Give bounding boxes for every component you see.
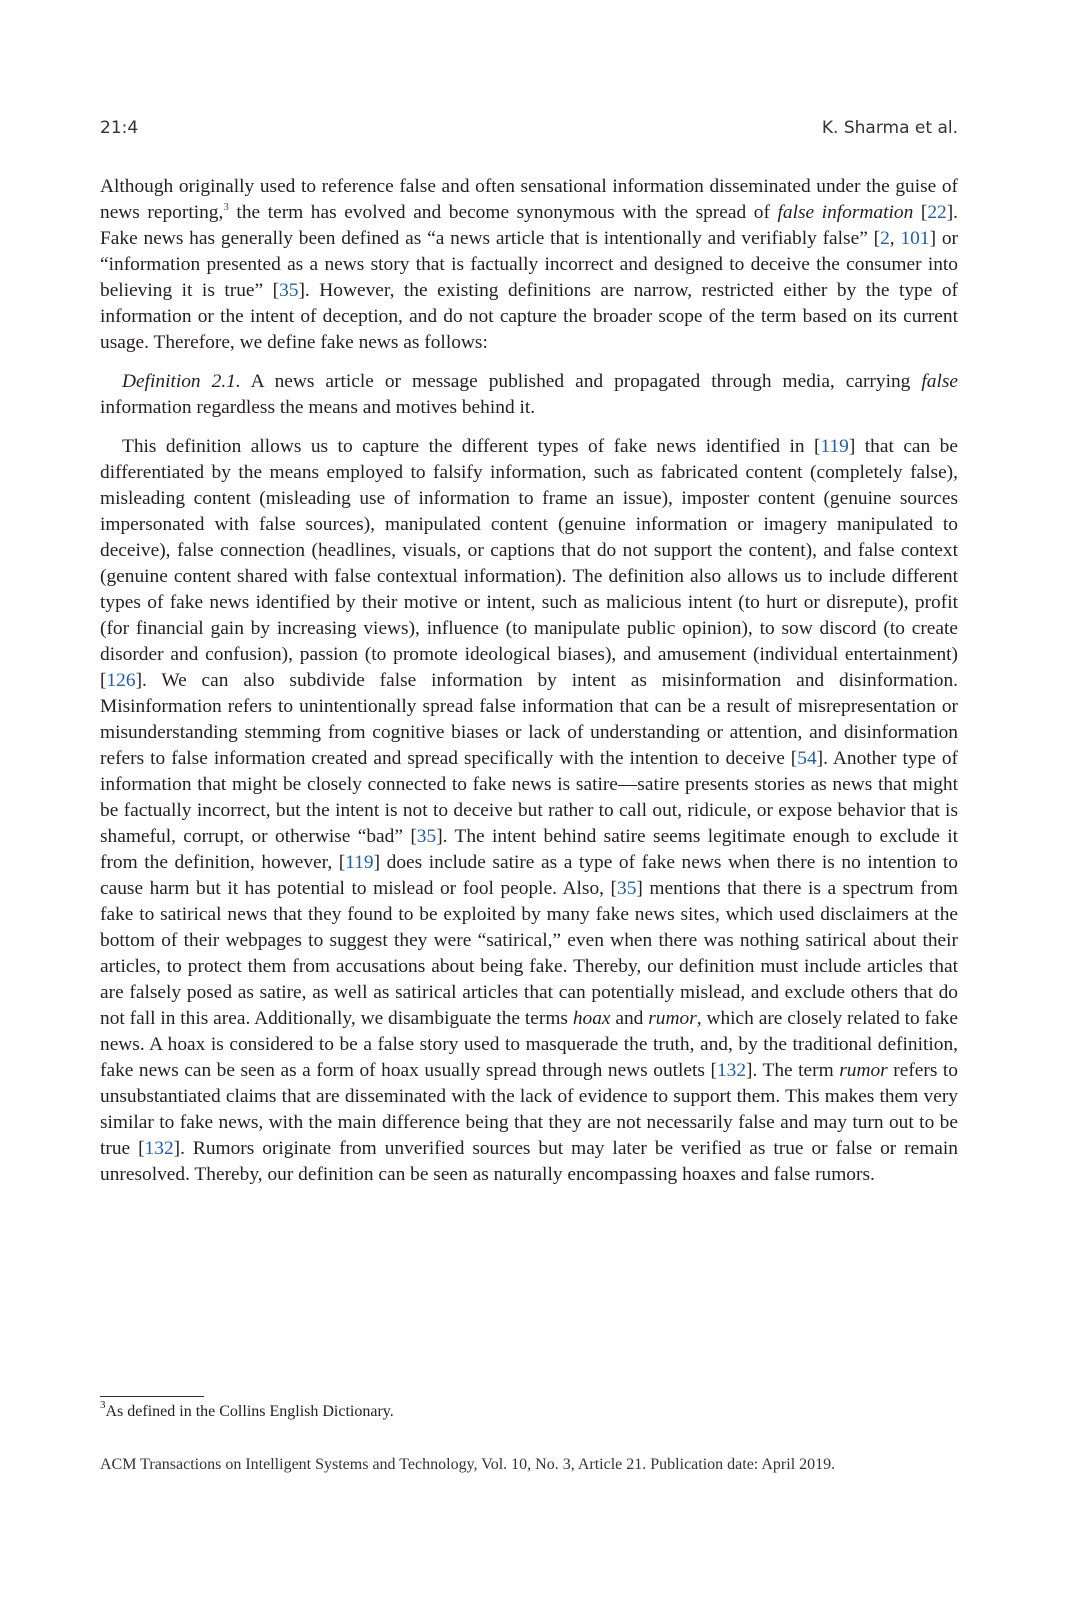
citation-link[interactable]: 54 [797, 748, 817, 769]
text-run: ]. However, the existing definitions are narrow, restricted either by the type of information or the intent of deception, and do not capture the broader scope of the term based on its current usage. Therefore, we define fake news as follows: [100, 280, 958, 353]
italic-text: rumor [648, 1008, 697, 1029]
text-run: ]. Fake news has generally been defined as “a news article that is intentionally and verifiably false” [ [100, 202, 959, 249]
text-run: refers to unsubstantiated claims that are disseminated with the lack of evidence to support them. This makes them very similar to fake news, with the main difference being that they are not necessarily false and may turn out to be true [ [100, 1060, 958, 1159]
citation-link[interactable]: 22 [927, 202, 947, 223]
citation-link[interactable]: 126 [106, 670, 136, 691]
citation-link[interactable]: 35 [279, 280, 299, 301]
paragraph [100, 434, 958, 1188]
text-run: , which are closely related to fake news. A hoax is considered to be a false story used to masquerade the truth, and, by the traditional definition, fake news can be seen as a form of hoax usually spread through news outlets [ [100, 1008, 958, 1081]
text-run: ] that can be differentiated by the means employed to falsify information, such as fabricated content (completely false), misleading content (misleading use of information to frame an issue), imposter content (genuine sources impersonated with false sources), manipulated content (genuine information or imagery manipulated to deceive), false connection (headlines, visuals, or captions that do not support the content), and false context (genuine content shared with false contextual information). The definition also allows us to include different types of fake news identified by their motive or intent, such as malicious intent (to hurt or disrepute), profit (for financial gain by increasing views), influence (to manipulate public opinion), to sow discord (to create disorder and confusion), passion (to promote ideological biases), and amusement (individual entertainment) [ [100, 436, 958, 691]
text-run: Although originally used to reference false and often sensational information disseminated under the guise of news reporting, [100, 176, 958, 223]
body-text [100, 174, 958, 1201]
citation-link[interactable]: 132 [144, 1138, 174, 1159]
italic-text: false information [777, 202, 914, 223]
text-run: A news article or message published and propagated through media, carrying [240, 371, 922, 392]
text-run: information regardless the means and motives behind it. [100, 397, 536, 418]
text-run: ]. We can also subdivide false information by intent as misinformation and disinformation. Misinformation refers to unintentionally spread false information that can be a result of misrepresentation or misunderstanding stemming from cognitive biases or lack of understanding or attention, and disinformation refers to false information created and spread specifically with the intention to deceive [ [100, 670, 958, 769]
citation-link[interactable]: 35 [416, 826, 437, 847]
text-run: ]. Rumors originate from unverified sources but may later be verified as true or false or remain unresolved. Thereby, our definition can be seen as naturally encompassing hoaxes and false rumors. [100, 1138, 958, 1185]
citation-link[interactable]: 119 [345, 852, 374, 873]
italic-text: rumor [839, 1060, 888, 1081]
citation-link[interactable]: 132 [716, 1060, 747, 1081]
text-run: This definition allows us to capture the different types of fake news identified in [ [122, 436, 821, 457]
text-run: and [610, 1008, 649, 1029]
text-run: , [889, 228, 901, 249]
text-run: ] does include satire as a type of fake news when there is no intention to cause harm but it has potential to mislead or fool people. Also, [ [100, 852, 958, 899]
text-run: ] or “information presented as a news story that is factually incorrect and designed to deceive the consumer into believing it is true” [ [100, 228, 958, 301]
footnote-ref[interactable]: 3 [223, 201, 229, 213]
footnote-rule [100, 1396, 204, 1397]
journal-footer: ACM Transactions on Intelligent Systems and Technology, Vol. 10, No. 3, Article 21. Publication date: April 2019. [100, 1456, 836, 1473]
running-header [100, 118, 958, 138]
citation-link[interactable]: 119 [820, 436, 849, 457]
page-number: 21:4 [100, 118, 139, 138]
text-run: ]. The intent behind satire seems legitimate enough to exclude it from the definition, however, [ [100, 826, 958, 873]
paragraph [100, 174, 958, 356]
footnote-mark: 3 [100, 1399, 106, 1411]
citation-link[interactable]: 2 [880, 228, 890, 249]
running-authors: K. Sharma et al. [821, 118, 958, 138]
text-run: ]. The term [746, 1060, 840, 1081]
citation-link[interactable]: 35 [617, 878, 637, 899]
italic-text: Definition 2.1. [122, 371, 241, 392]
italic-text: hoax [572, 1008, 611, 1029]
text-run: the term has evolved and become synonymous with the spread of [228, 202, 778, 223]
definition-paragraph [100, 369, 958, 421]
text-run: [ [913, 202, 928, 223]
italic-text: false [921, 371, 958, 392]
citation-link[interactable]: 101 [900, 228, 930, 249]
footnote-text: As defined in the Collins English Dictionary. [105, 1403, 394, 1420]
text-run: ] mentions that there is a spectrum from fake to satirical news that they found to be exploited by many fake news sites, which used disclaimers at the bottom of their webpages to suggest they were “satirical,” even when there was nothing satirical about their articles, to protect them from accusations about being fake. Thereby, our definition must include articles that are falsely posed as satire, as well as satirical articles that can potentially mislead, and exclude others that do not fall in this area. Additionally, we disambiguate the terms [100, 878, 958, 1029]
footnote [100, 1399, 394, 1421]
text-run: ]. Another type of information that might be closely connected to fake news is satire—satire presents stories as news that might be factually incorrect, but the intent is not to deceive but rather to call out, ridicule, or expose behavior that is shameful, corrupt, or otherwise “bad” [ [100, 748, 958, 847]
